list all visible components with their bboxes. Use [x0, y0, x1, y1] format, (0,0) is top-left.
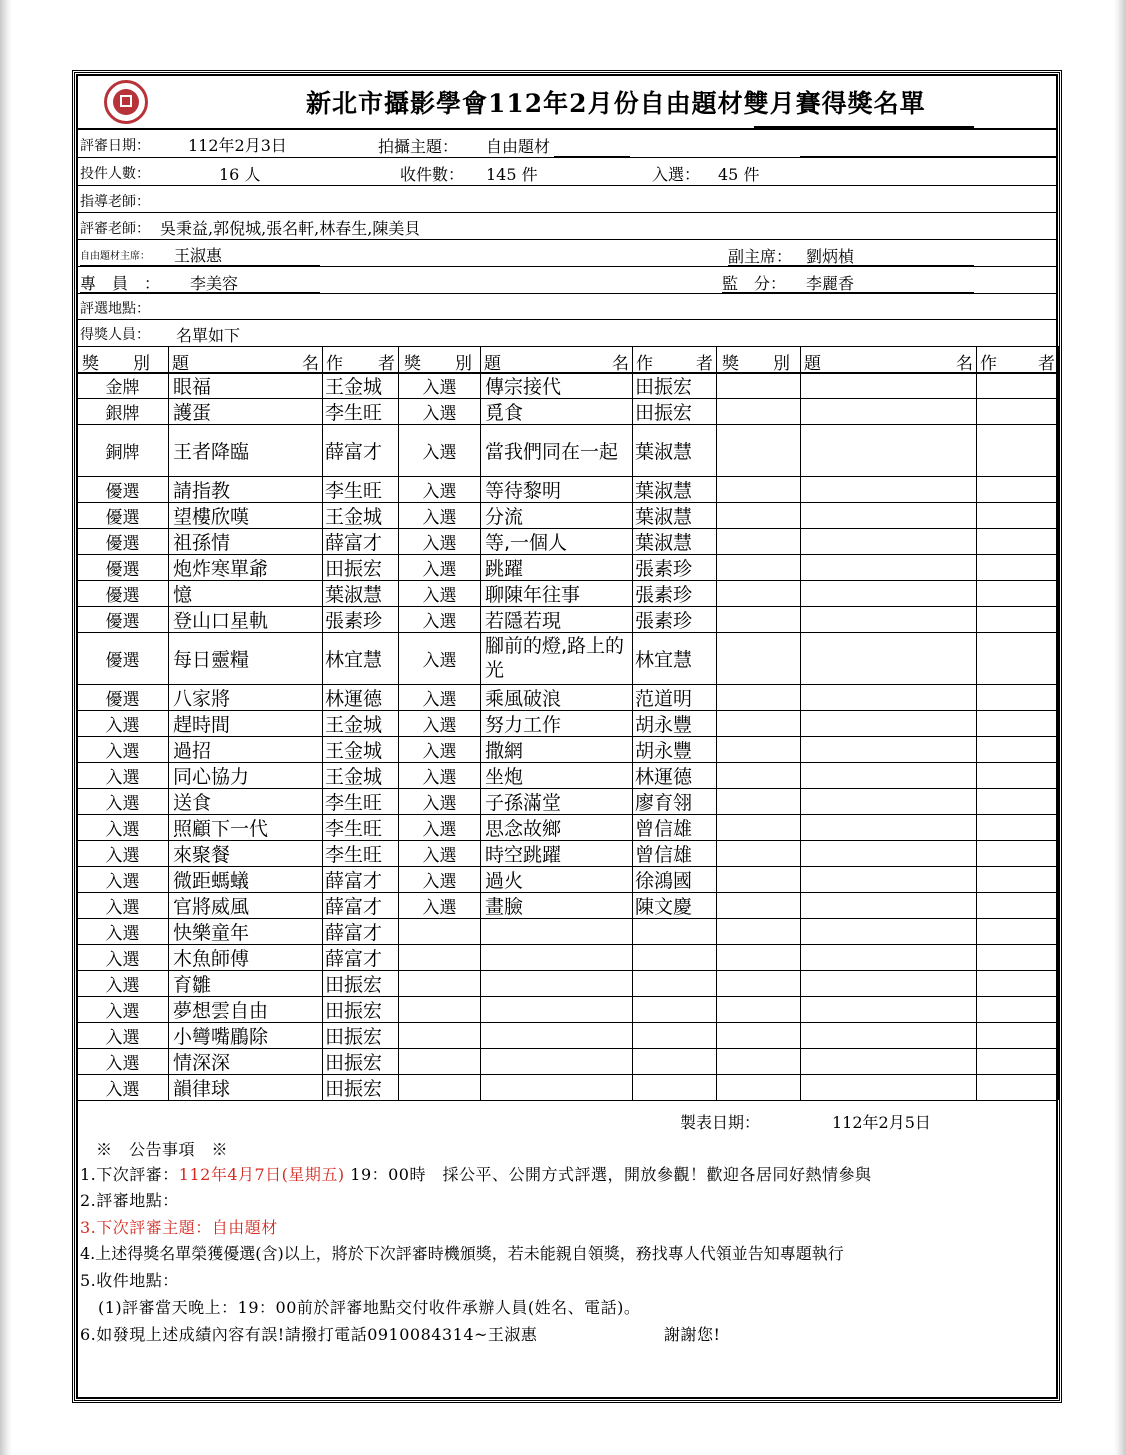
judges-label: 評審老師： — [80, 221, 150, 237]
author-cell: 薛富才 — [325, 869, 383, 892]
author-cell: 王金城 — [325, 375, 383, 398]
title-cell — [481, 918, 632, 944]
title-cell: 情深深 — [173, 1051, 231, 1074]
notice-heading: ※ 公告事項 ※ — [96, 1140, 229, 1159]
author-cell: 李生旺 — [325, 817, 383, 840]
award-cell — [399, 970, 480, 996]
author-cell — [633, 996, 716, 1022]
received-value: 145 件 — [486, 165, 538, 184]
award-cell — [399, 918, 480, 944]
title-cell — [481, 970, 632, 996]
header-award-2: 獎 別 — [722, 354, 790, 374]
title-cell — [481, 944, 632, 970]
title-cell: 登山口星軌 — [173, 609, 269, 632]
author-cell: 田振宏 — [325, 999, 383, 1022]
award-cell — [399, 1048, 480, 1074]
award-cell: 入選 — [422, 585, 457, 606]
author-cell: 胡永豐 — [635, 739, 693, 762]
title-cell: 過招 — [173, 739, 212, 762]
info-row-judge-date — [76, 130, 1058, 158]
notice-5: 5.收件地點： — [80, 1271, 179, 1290]
info-row-venue — [76, 294, 1058, 320]
title-cell: 韻律球 — [173, 1077, 231, 1100]
title-cell: 每日靈糧 — [173, 648, 250, 671]
award-cell: 入選 — [105, 819, 140, 840]
author-cell: 葉淑慧 — [635, 479, 693, 502]
header-author-right-0: 者 — [378, 354, 395, 374]
award-cell: 銀牌 — [105, 403, 140, 424]
title-cell: 覓食 — [485, 401, 524, 424]
award-cell: 入選 — [105, 897, 140, 918]
submitters-value: 16 人 — [219, 165, 261, 184]
author-cell: 胡永豐 — [635, 713, 693, 736]
author-cell: 田振宏 — [635, 375, 693, 398]
title-cell: 眼福 — [173, 375, 212, 398]
author-cell: 田振宏 — [325, 557, 383, 580]
award-cell — [399, 1074, 480, 1100]
title-cell: 子孫滿堂 — [485, 791, 562, 814]
specialist-value: 李美容 — [190, 274, 239, 293]
header-title-right-0: 名 — [302, 354, 319, 374]
award-cell: 入選 — [422, 897, 457, 918]
made-date-value: 112年2月5日 — [832, 1113, 931, 1132]
award-cell: 優選 — [105, 507, 140, 528]
notice-4: 4.上述得獎名單榮獲優選(含)以上，將於下次評審時機頒獎，若未能親自領獎，務找專人代領並告知專題執行 — [80, 1244, 844, 1263]
header-title-right-1: 名 — [612, 354, 629, 374]
title-cell: 等,一個人 — [485, 531, 568, 554]
title-cell: 傳宗接代 — [485, 375, 562, 398]
judge-date-value: 112年2月3日 — [188, 136, 287, 155]
title-cell: 撒網 — [485, 739, 524, 762]
supervisor-value: 李麗香 — [806, 274, 855, 293]
author-cell: 田振宏 — [635, 401, 693, 424]
header-author-left-2: 作 — [980, 354, 997, 374]
title-cell: 育雛 — [173, 973, 212, 996]
info-row-instructor — [76, 186, 1058, 213]
author-cell: 曾信雄 — [635, 817, 693, 840]
award-cell: 入選 — [105, 1079, 140, 1100]
award-cell: 入選 — [105, 845, 140, 866]
title-cell — [481, 996, 632, 1022]
notice-6-thanks: 謝謝您! — [664, 1325, 721, 1344]
title-cell: 照顧下一代 — [173, 817, 269, 840]
society-logo-icon — [104, 80, 148, 124]
notice-2: 2.評審地點： — [80, 1191, 179, 1210]
title-cell: 等待黎明 — [485, 479, 562, 502]
table-vline — [800, 346, 801, 1100]
title-cell: 小彎嘴鶥除 — [173, 1025, 269, 1048]
author-cell — [633, 918, 716, 944]
award-cell: 入選 — [422, 650, 457, 671]
award-cell: 入選 — [105, 923, 140, 944]
award-cell — [399, 996, 480, 1022]
author-cell: 廖育翎 — [635, 791, 693, 814]
title-cell: 官將威風 — [173, 895, 250, 918]
page-shadow-left — [0, 0, 12, 1455]
author-cell — [633, 1048, 716, 1074]
author-cell: 葉淑慧 — [325, 583, 383, 606]
award-cell: 入選 — [422, 715, 457, 736]
author-cell: 曾信雄 — [635, 843, 693, 866]
author-cell — [633, 1022, 716, 1048]
author-cell: 李生旺 — [325, 791, 383, 814]
title-cell: 趕時間 — [173, 713, 231, 736]
author-cell: 田振宏 — [325, 1025, 383, 1048]
title-row — [76, 74, 1058, 130]
title-cell: 坐炮 — [485, 765, 524, 788]
title-cell: 思念故鄉 — [485, 817, 562, 840]
award-cell: 入選 — [422, 377, 457, 398]
author-cell — [633, 944, 716, 970]
author-cell: 林宜慧 — [325, 648, 383, 671]
table-vline — [976, 346, 977, 1100]
award-cell: 優選 — [105, 533, 140, 554]
author-cell: 張素珍 — [325, 609, 383, 632]
notice-1-prefix: 1.下次評審： — [80, 1165, 179, 1184]
author-cell: 張素珍 — [635, 583, 693, 606]
award-cell: 優選 — [105, 559, 140, 580]
author-cell: 薛富才 — [325, 895, 383, 918]
selected-label: 入選： — [652, 165, 701, 184]
header-title-right-2: 名 — [956, 354, 973, 374]
selected-value: 45 件 — [718, 165, 760, 184]
award-cell — [399, 1022, 480, 1048]
title-cell: 畫臉 — [485, 895, 524, 918]
title-cell — [481, 1074, 632, 1100]
winners-label: 得獎人員： — [80, 327, 150, 343]
info-row-specialist — [76, 267, 1058, 294]
header-author-right-1: 者 — [696, 354, 713, 374]
title-cell: 聊陳年往事 — [485, 583, 581, 606]
award-cell: 入選 — [422, 403, 457, 424]
title-cell: 來聚餐 — [173, 843, 231, 866]
award-cell: 入選 — [422, 845, 457, 866]
title-cell: 努力工作 — [485, 713, 562, 736]
title-cell: 分流 — [485, 505, 524, 528]
notice-3: 3.下次評審主題：自由題材 — [80, 1218, 278, 1237]
author-cell: 王金城 — [325, 739, 383, 762]
award-cell: 入選 — [105, 1001, 140, 1022]
info-row-judges — [76, 213, 1058, 240]
author-cell: 王金城 — [325, 713, 383, 736]
award-cell: 優選 — [105, 650, 140, 671]
title-cell: 若隱若現 — [485, 609, 562, 632]
author-cell: 范道明 — [635, 687, 693, 710]
title-cell: 乘風破浪 — [485, 687, 562, 710]
info-row-chair — [76, 240, 1058, 267]
author-cell: 王金城 — [325, 505, 383, 528]
award-cell: 金牌 — [105, 377, 140, 398]
title-cell: 腳前的燈,路上的光 — [485, 635, 625, 681]
info-row-winners — [76, 320, 1058, 346]
author-cell: 林運德 — [635, 765, 693, 788]
header-author-left-1: 作 — [636, 354, 653, 374]
title-cell: 夢想雲自由 — [173, 999, 269, 1022]
theme-label: 拍攝主題： — [378, 137, 459, 156]
author-cell: 葉淑慧 — [635, 531, 693, 554]
award-cell: 入選 — [105, 1027, 140, 1048]
title-cell: 送食 — [173, 791, 212, 814]
award-cell: 入選 — [105, 1053, 140, 1074]
title-cell: 炮炸寒單爺 — [173, 557, 269, 580]
author-cell: 田振宏 — [325, 1051, 383, 1074]
title-cell: 請指教 — [173, 479, 231, 502]
info-row-counts — [76, 158, 1058, 186]
received-label: 收件數： — [400, 165, 465, 184]
judges-value: 吳秉益,郭倪城,張名軒,林春生,陳美貝 — [160, 219, 421, 238]
title-cell: 王者降臨 — [173, 440, 250, 463]
award-cell: 銅牌 — [105, 442, 140, 463]
award-cell: 入選 — [105, 793, 140, 814]
supervisor-label: 監 分： — [722, 274, 787, 293]
award-cell: 入選 — [422, 741, 457, 762]
title-cell — [481, 1022, 632, 1048]
award-cell: 優選 — [105, 611, 140, 632]
title-cell: 快樂童年 — [173, 921, 250, 944]
specialist-label: 專 員 ： — [80, 274, 161, 293]
author-cell: 張素珍 — [635, 609, 693, 632]
author-cell: 李生旺 — [325, 479, 383, 502]
title-cell: 過火 — [485, 869, 524, 892]
award-cell: 入選 — [105, 767, 140, 788]
header-title-left-0: 題 — [172, 354, 189, 374]
title-cell: 憶 — [173, 583, 193, 606]
title-cell: 微距螞蟻 — [173, 869, 250, 892]
made-date-label: 製表日期： — [680, 1113, 761, 1132]
instructor-label: 指導老師： — [80, 194, 150, 210]
vice-chair-label: 副主席： — [728, 247, 793, 266]
table-hline — [76, 1100, 1058, 1101]
author-cell — [633, 1074, 716, 1100]
theme-value: 自由題材 — [486, 137, 551, 156]
author-cell: 李生旺 — [325, 401, 383, 424]
notice-1-date: 112年4月7日(星期五) — [178, 1165, 345, 1184]
header-title-left-2: 題 — [804, 354, 821, 374]
table-vline — [716, 346, 717, 1100]
author-cell: 薛富才 — [325, 531, 383, 554]
submitters-label: 投件人數： — [80, 166, 150, 182]
award-cell: 入選 — [105, 715, 140, 736]
winners-value: 名單如下 — [176, 326, 241, 345]
author-cell: 王金城 — [325, 765, 383, 788]
header-title-left-1: 題 — [484, 354, 501, 374]
author-cell: 陳文慶 — [635, 895, 693, 918]
table-vline — [1058, 346, 1059, 1100]
award-cell: 入選 — [105, 871, 140, 892]
page-shadow-right — [1114, 0, 1126, 1455]
award-cell: 入選 — [422, 533, 457, 554]
header-award-1: 獎 別 — [404, 354, 472, 374]
award-cell: 入選 — [422, 559, 457, 580]
award-cell: 入選 — [105, 975, 140, 996]
title-cell: 當我們同在一起 — [485, 440, 619, 463]
award-cell: 入選 — [422, 871, 457, 892]
title-cell: 八家將 — [173, 687, 231, 710]
award-cell: 入選 — [105, 949, 140, 970]
title-cell: 祖孫情 — [173, 531, 231, 554]
notice-1 — [80, 1162, 871, 1185]
award-cell: 入選 — [422, 689, 457, 710]
author-cell: 葉淑慧 — [635, 505, 693, 528]
author-cell: 徐鴻國 — [635, 869, 693, 892]
notice-6: 6.如發現上述成績內容有誤!請撥打電話0910084314~王淑惠 — [80, 1325, 538, 1344]
author-cell — [633, 970, 716, 996]
header-author-right-2: 者 — [1038, 354, 1055, 374]
author-cell: 葉淑慧 — [635, 440, 693, 463]
author-cell: 林宜慧 — [635, 648, 693, 671]
author-cell: 薛富才 — [325, 440, 383, 463]
vice-chair-value: 劉炳楨 — [806, 247, 855, 266]
author-cell: 林運德 — [325, 687, 383, 710]
award-cell: 入選 — [422, 481, 457, 502]
notice-1-rest: 19：00時 採公平、公開方式評選，開放參觀！歡迎各居同好熱情參與 — [344, 1165, 872, 1184]
award-cell: 入選 — [422, 611, 457, 632]
award-cell: 入選 — [422, 793, 457, 814]
venue-label: 評選地點： — [80, 301, 150, 317]
table-hline — [76, 346, 1058, 347]
header-author-left-0: 作 — [326, 354, 343, 374]
author-cell: 田振宏 — [325, 1077, 383, 1100]
document-title: 新北市攝影學會112年2月份自由題材雙月賽得獎名單 — [306, 89, 926, 118]
author-cell: 薛富才 — [325, 921, 383, 944]
title-cell: 時空跳躍 — [485, 843, 562, 866]
chair-label: 自由題材主席： — [80, 251, 150, 262]
award-cell: 入選 — [422, 819, 457, 840]
award-cell: 入選 — [105, 741, 140, 762]
award-cell: 入選 — [422, 442, 457, 463]
title-cell: 跳躍 — [485, 557, 524, 580]
title-cell — [481, 1048, 632, 1074]
notice-5-sub: (1)評審當天晚上：19：00前於評審地點交付收件承辦人員(姓名、電話)。 — [98, 1298, 641, 1317]
award-cell: 優選 — [105, 585, 140, 606]
author-cell: 薛富才 — [325, 947, 383, 970]
award-cell: 入選 — [422, 767, 457, 788]
award-cell: 入選 — [422, 507, 457, 528]
title-underline — [754, 126, 974, 128]
award-cell: 優選 — [105, 689, 140, 710]
title-cell: 望樓欣嘆 — [173, 505, 250, 528]
title-cell: 護蛋 — [173, 401, 212, 424]
award-cell — [399, 944, 480, 970]
title-cell: 同心協力 — [173, 765, 250, 788]
award-cell: 優選 — [105, 481, 140, 502]
author-cell: 李生旺 — [325, 843, 383, 866]
chair-value: 王淑惠 — [174, 246, 223, 265]
title-cell: 木魚師傅 — [173, 947, 250, 970]
judge-date-label: 評審日期： — [80, 138, 150, 154]
header-award-0: 獎 別 — [82, 354, 150, 374]
author-cell: 田振宏 — [325, 973, 383, 996]
author-cell: 張素珍 — [635, 557, 693, 580]
